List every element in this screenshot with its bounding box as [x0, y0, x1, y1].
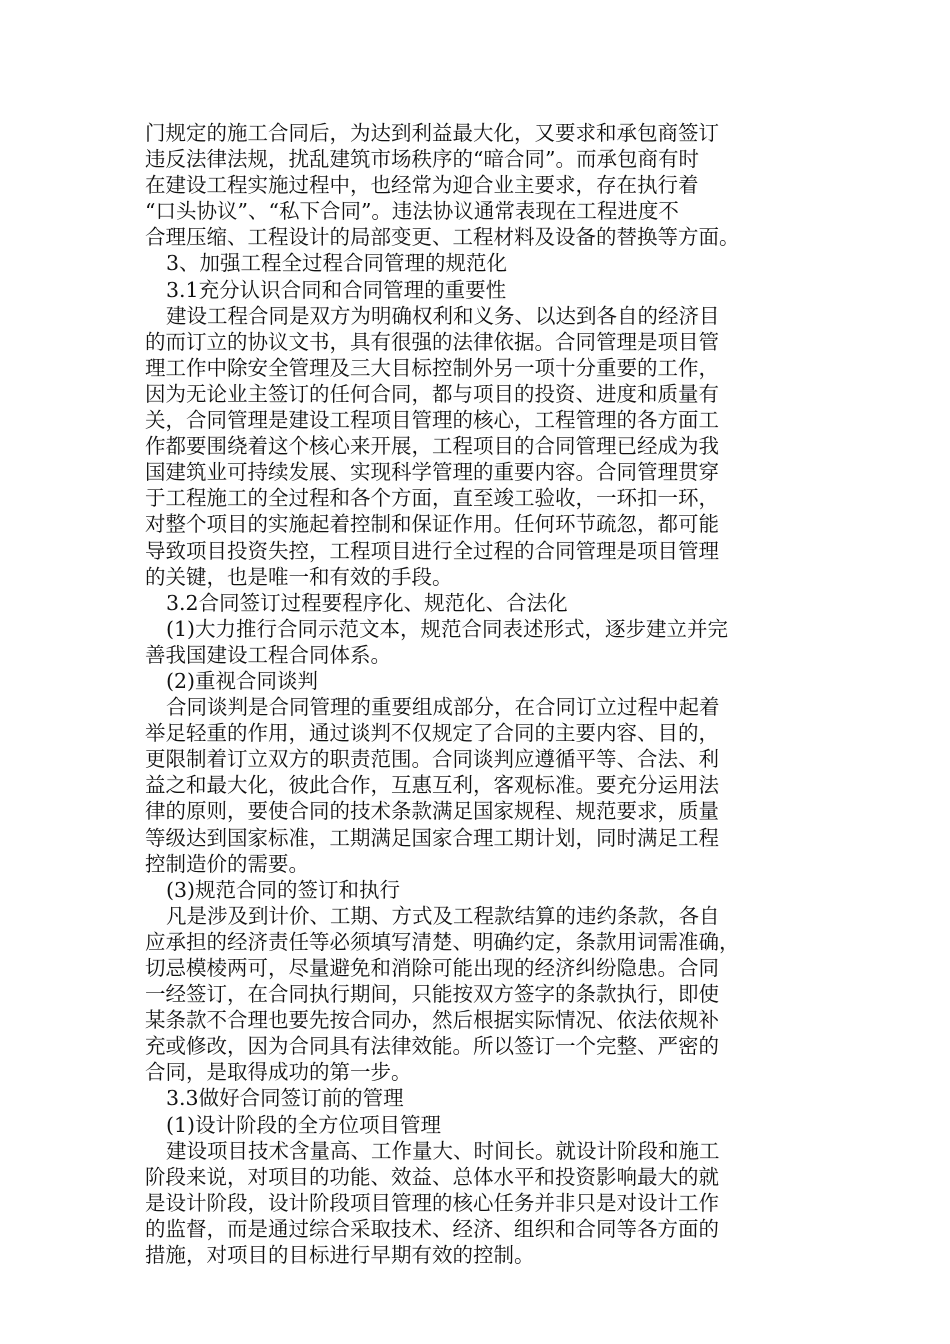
text-line: 理工作中除安全管理及三大目标控制外另一项十分重要的工作，: [145, 355, 719, 380]
text-line: 凡是涉及到计价、工期、方式及工程款结算的违约条款，各自: [166, 903, 720, 928]
text-line: 国建筑业可持续发展、实现科学管理的重要内容。合同管理贯穿: [145, 460, 719, 485]
text-line: 违反法律法规，扰乱建筑市场秩序的“暗合同”。而承包商有时: [145, 147, 699, 172]
text-line: 对整个项目的实施起着控制和保证作用。任何环节疏忽，都可能: [145, 512, 719, 537]
text-line: 的监督，而是通过综合采取技术、经济、组织和合同等各方面的: [145, 1216, 719, 1241]
text-line: 善我国建设工程合同体系。: [145, 642, 391, 667]
text-line: 益之和最大化，彼此合作，互惠互利，客观标准。要充分运用法: [145, 773, 719, 798]
text-line: 作都要围绕着这个核心来开展，工程项目的合同管理已经成为我: [145, 434, 719, 459]
text-line: 合同谈判是合同管理的重要组成部分，在合同订立过程中起着: [166, 695, 720, 720]
text-line: 的关键，也是唯一和有效的手段。: [145, 564, 453, 589]
text-line: 建设工程合同是双方为明确权利和义务、以达到各自的经济目: [166, 303, 720, 328]
text-line: 3、加强工程全过程合同管理的规范化: [166, 251, 508, 276]
text-line: 关，合同管理是建设工程项目管理的核心，工程管理的各方面工: [145, 408, 719, 433]
text-line: 合同，是取得成功的第一步。: [145, 1060, 412, 1085]
text-line: (2)重视合同谈判: [166, 668, 319, 693]
text-line: (3)规范合同的签订和执行: [166, 877, 401, 902]
text-line: 一经签订，在合同执行期间，只能按双方签字的条款执行，即使: [145, 982, 719, 1007]
text-line: 某条款不合理也要先按合同办，然后根据实际情况、依法依规补: [145, 1008, 719, 1033]
text-line: 3.3做好合同签订前的管理: [166, 1086, 404, 1111]
text-line: 3.2合同签订过程要程序化、规范化、合法化: [166, 590, 568, 615]
text-line: 因为无论业主签订的任何合同，都与项目的投资、进度和质量有: [145, 381, 719, 406]
text-line: 于工程施工的全过程和各个方面，直至竣工验收，一环扣一环，: [145, 486, 719, 511]
text-line: 合理压缩、工程设计的局部变更、工程材料及设备的替换等方面。: [145, 225, 740, 250]
text-line: 导致项目投资失控，工程项目进行全过程的合同管理是项目管理: [145, 538, 719, 563]
text-line: 充或修改，因为合同具有法律效能。所以签订一个完整、严密的: [145, 1034, 719, 1059]
text-line: 措施，对项目的目标进行早期有效的控制。: [145, 1243, 535, 1268]
text-line: (1)设计阶段的全方位项目管理: [166, 1112, 442, 1137]
text-line: 等级达到国家标准，工期满足国家合理工期计划，同时满足工程: [145, 825, 719, 850]
text-line: 的而订立的协议文书，具有很强的法律依据。合同管理是项目管: [145, 329, 719, 354]
text-line: 举足轻重的作用，通过谈判不仅规定了合同的主要内容、目的，: [145, 721, 719, 746]
text-line: 门规定的施工合同后，为达到利益最大化，又要求和承包商签订: [145, 121, 719, 145]
text-line: “口头协议”、“私下合同”。违法协议通常表现在工程进度不: [145, 199, 679, 224]
text-line: 控制造价的需要。: [145, 851, 309, 876]
text-line: 是设计阶段，设计阶段项目管理的核心任务并非只是对设计工作: [145, 1190, 719, 1215]
text-line: 阶段来说，对项目的功能、效益、总体水平和投资影响最大的就: [145, 1164, 719, 1189]
text-line: 建设项目技术含量高、工作量大、时间长。就设计阶段和施工: [166, 1138, 720, 1163]
text-line: 更限制着订立双方的职责范围。合同谈判应遵循平等、合法、利: [145, 747, 719, 772]
text-line: 3.1充分认识合同和合同管理的重要性: [166, 277, 507, 302]
text-line: 切忌模棱两可，尽量避免和消除可能出现的经济纠纷隐患。合同: [145, 956, 719, 980]
text-line: 律的原则，要使合同的技术条款满足国家规程、规范要求，质量: [145, 799, 719, 824]
document-body: [145, 120, 785, 1268]
text-line: 在建设工程实施过程中，也经常为迎合业主要求，存在执行着: [145, 173, 699, 198]
text-line: (1)大力推行合同示范文本，规范合同表述形式，逐步建立并完: [166, 616, 729, 641]
text-line: 应承担的经济责任等必须填写清楚、明确约定，条款用词需准确，: [145, 929, 740, 954]
